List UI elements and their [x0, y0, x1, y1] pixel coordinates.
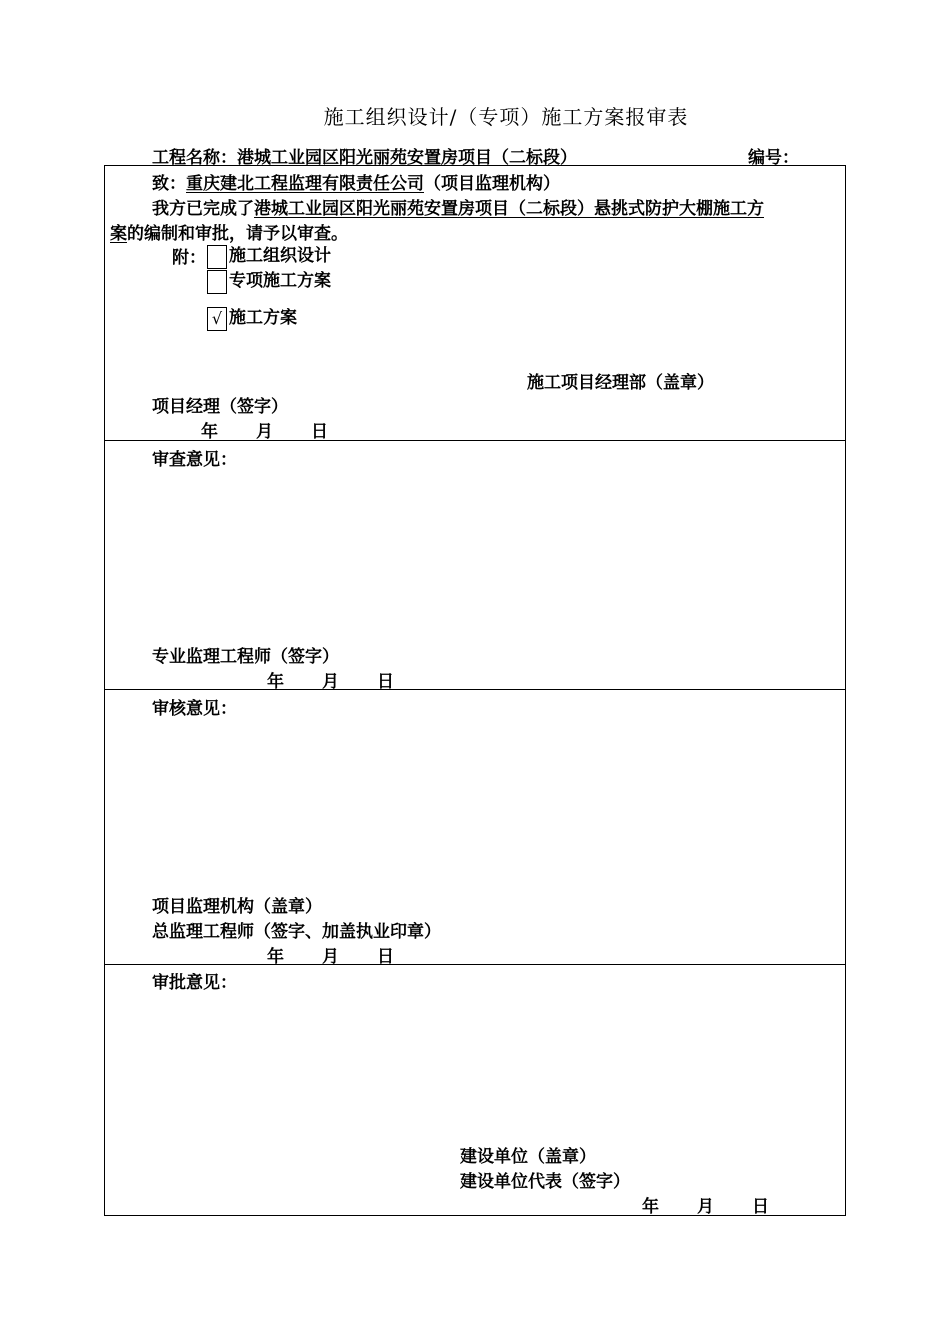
date-day: 日	[377, 672, 394, 692]
body-subject: 港城工业园区阳光丽苑安置房项目（二标段）悬挑式防护大棚施工方	[254, 199, 764, 219]
date-year: 年	[267, 672, 284, 692]
document-title: 施工组织设计/（专项）施工方案报审表	[323, 105, 689, 129]
review-heading: 审查意见：	[152, 450, 237, 470]
checkbox-special-plan[interactable]	[207, 270, 227, 294]
date-day: 日	[752, 1197, 769, 1217]
contractor-stamp: 施工项目经理部（盖章）	[527, 373, 714, 393]
to-label: 致：	[152, 174, 186, 194]
option-org-design[interactable]	[207, 241, 331, 269]
audit-heading: 审核意见：	[152, 699, 237, 719]
supervision-stamp: 项目监理机构（盖章）	[152, 897, 322, 917]
checkbox-org-design[interactable]	[207, 245, 227, 269]
checkbox-construction-plan[interactable]: √	[207, 307, 227, 331]
date-month: 月	[322, 947, 339, 967]
attach-label: 附：	[172, 248, 206, 268]
chief-engineer-signature-label: 总监理工程师（签字、加盖执业印章）	[152, 922, 441, 942]
option-construction-plan[interactable]	[207, 303, 297, 331]
option-label: 专项施工方案	[229, 271, 331, 291]
divider	[104, 689, 845, 690]
recipient-line	[152, 169, 560, 194]
date-year: 年	[267, 947, 284, 967]
date-month: 月	[256, 422, 273, 442]
body-subject-cont: 案	[110, 224, 127, 244]
date-month: 月	[322, 672, 339, 692]
owner-signature-label: 建设单位代表（签字）	[460, 1172, 630, 1192]
date-day: 日	[377, 947, 394, 967]
date-year: 年	[642, 1197, 659, 1217]
body-suffix: 的编制和审批，请予以审查。	[127, 224, 348, 244]
recipient-suffix: （项目监理机构）	[424, 174, 560, 194]
option-special-plan[interactable]	[207, 266, 331, 294]
body-line-1	[152, 194, 764, 219]
body-prefix: 我方已完成了	[152, 199, 254, 219]
date-month: 月	[697, 1197, 714, 1217]
project-label: 工程名称：	[152, 148, 237, 168]
divider	[104, 964, 845, 965]
date-year: 年	[201, 422, 218, 442]
approval-heading: 审批意见：	[152, 973, 237, 993]
project-name: 港城工业园区阳光丽苑安置房项目（二标段）	[237, 148, 577, 168]
number-label: 编号：	[748, 148, 799, 168]
date-line	[267, 942, 394, 967]
date-day: 日	[311, 422, 328, 442]
option-label: 施工组织设计	[229, 246, 331, 266]
date-line	[201, 417, 328, 442]
owner-stamp: 建设单位（盖章）	[460, 1147, 596, 1167]
date-line	[642, 1192, 769, 1217]
date-line	[267, 667, 394, 692]
recipient-name: 重庆建北工程监理有限责任公司	[186, 174, 424, 194]
option-label: 施工方案	[229, 308, 297, 328]
manager-signature-label: 项目经理（签字）	[152, 397, 288, 417]
engineer-signature-label: 专业监理工程师（签字）	[152, 647, 339, 667]
